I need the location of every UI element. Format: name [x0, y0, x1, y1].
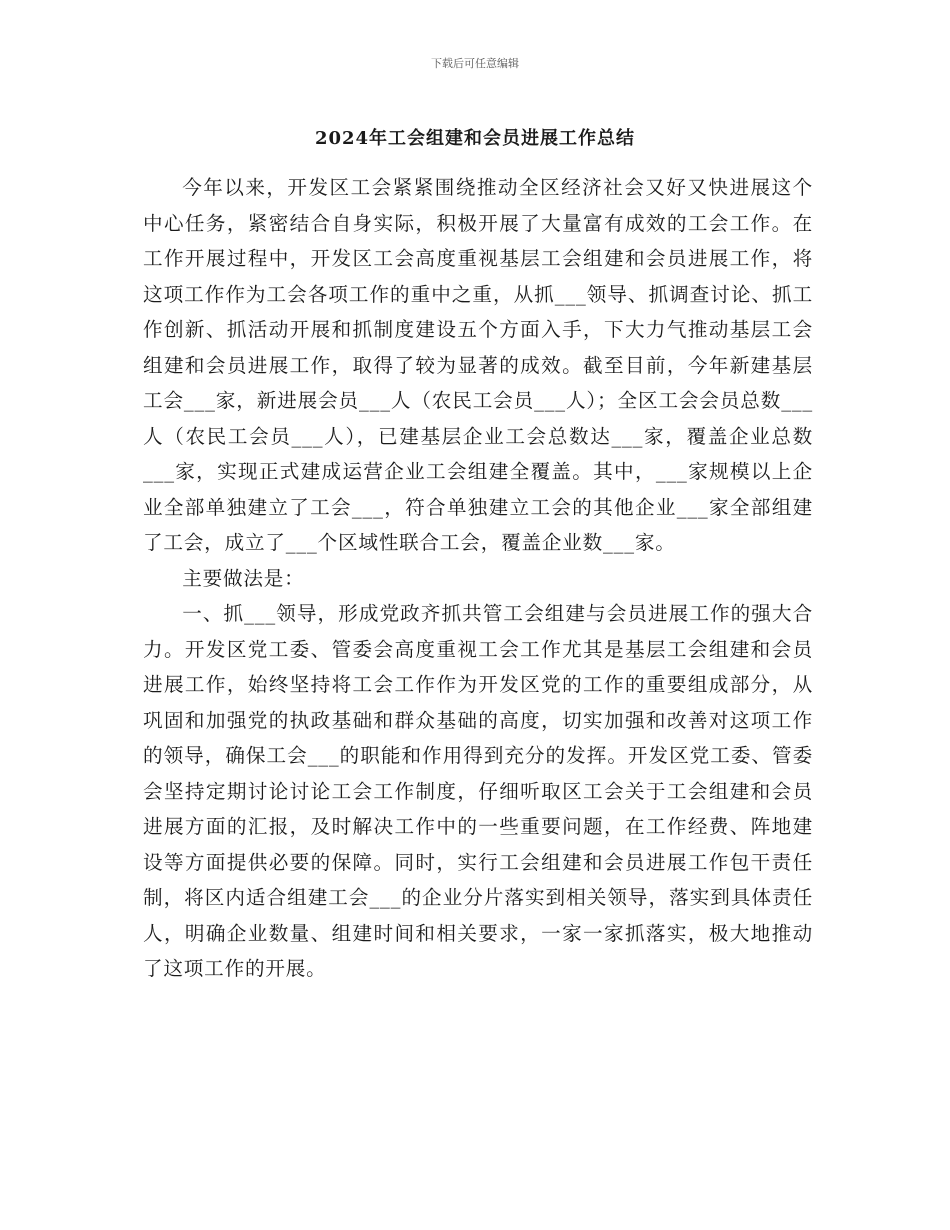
document-title: 2024年工会组建和会员进展工作总结 [314, 128, 636, 149]
paragraph-section-one: 一、抓___领导，形成党政齐抓共管工会组建与会员进展工作的强大合力。开发区党工委、管委会高度重视工会工作尤其是基层工会组建和会员进展工作，始终坚持将工会工作作为开发区党的工作的重要组成部分，从巩固和加强党的执政基础和群众基础的高度，切实加强和改善对这项工作的领导，确保工会___的职能和作用得到充分的发挥。开发区党工委、管委会坚持定期讨论讨论工会工作制度，仔细听取区工会关于工会组建和会员进展方面的汇报，及时解决工作中的一些重要问题，在工作经费、阵地建设等方面提供必要的保障。同时，实行工会组建和会员进展工作包干责任制，将区内适合组建工会___的企业分片落实到相关领导，落实到具体责任人，明确企业数量、组建时间和相关要求，一家一家抓落实，极大地推动了这项工作的开展。 [143, 602, 813, 980]
document-body [143, 170, 813, 987]
paragraph-main-methods: 主要做法是： [182, 566, 305, 590]
header-note: 下载后可任意编辑 [431, 57, 519, 70]
paragraph-intro: 今年以来，开发区工会紧紧围绕推动全区经济社会又好又快进展这个中心任务，紧密结合自身实际，积极开展了大量富有成效的工会工作。在工作开展过程中，开发区工会高度重视基层工会组建和会员进展工作，将这项工作作为工会各项工作的重中之重，从抓___领导、抓调查讨论、抓工作创新、抓活动开展和抓制度建设五个方面入手，下大力气推动基层工会组建和会员进展工作，取得了较为显著的成效。截至目前，今年新建基层工会___家，新进展会员___人（农民工会员___人）；全区工会会员总数___人（农民工会员___人），已建基层企业工会总数达___家，覆盖企业总数___家，实现正式建成运营企业工会组建全覆盖。其中，___家规模以上企业全部单独建立了工会___，符合单独建立工会的其他企业___家全部组建了工会，成立了___个区域性联合工会，覆盖企业数___家。 [143, 176, 813, 554]
